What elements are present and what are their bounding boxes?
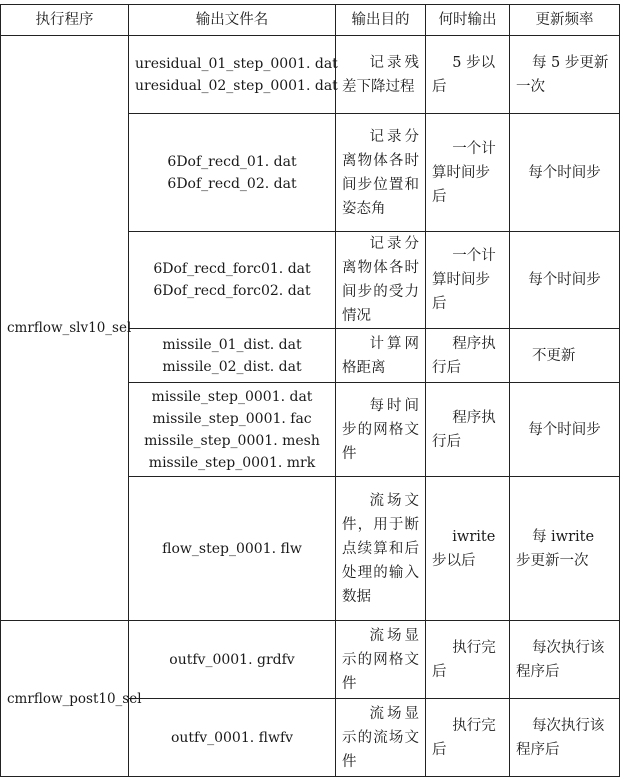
filename: missile_step_0001. fac	[152, 410, 312, 427]
filename: uresidual_01_step_0001. dat	[135, 55, 338, 72]
header-when: 何时输出	[426, 5, 510, 36]
purpose-cell: 每时间步的网格文件	[336, 383, 426, 477]
when-cell: 程序执行后	[426, 329, 510, 383]
purpose-cell: 流场显示的流场文件	[336, 699, 426, 777]
frequency-cell: 每个时间步	[510, 383, 620, 477]
filename-cell	[129, 383, 336, 477]
header-purpose: 输出目的	[336, 5, 426, 36]
purpose-cell: 计算网格距离	[336, 329, 426, 383]
filename-cell	[129, 699, 336, 777]
program-cell: cmrflow_slv10_sel	[1, 36, 129, 621]
when-cell: 一个计算时间步后	[426, 114, 510, 232]
table-row	[1, 621, 620, 699]
header-frequency: 更新频率	[510, 5, 620, 36]
when-cell: 一个计算时间步后	[426, 232, 510, 329]
filename-cell	[129, 329, 336, 383]
filename: outfv_0001. flwfv	[170, 729, 294, 746]
output-files-table	[0, 4, 620, 777]
header-program: 执行程序	[1, 5, 129, 36]
when-cell: 执行完后	[426, 699, 510, 777]
filename: uresidual_02_step_0001. dat	[135, 77, 338, 94]
filename: 6Dof_recd_forc02. dat	[153, 283, 311, 299]
purpose-cell: 记录残差下降过程	[336, 36, 426, 114]
header-filename: 输出文件名	[129, 5, 336, 36]
filename: 6Dof_recd_forc01. dat	[153, 261, 311, 277]
frequency-cell: 不更新	[510, 329, 620, 383]
filename: missile_01_dist. dat	[162, 336, 302, 353]
frequency-cell: 每个时间步	[510, 114, 620, 232]
filename-cell	[129, 114, 336, 232]
header-row	[1, 5, 620, 36]
purpose-cell: 流场显示的网格文件	[336, 621, 426, 699]
program-cell: cmrflow_post10_sel	[1, 621, 129, 777]
filename-cell	[129, 232, 336, 329]
filename: missile_02_dist. dat	[162, 358, 302, 375]
filename: 6Dof_recd_02. dat	[167, 175, 297, 192]
table-row	[1, 36, 620, 114]
when-cell: 程序执行后	[426, 383, 510, 477]
filename: 6Dof_recd_01. dat	[167, 153, 297, 170]
purpose-cell: 流场文件，用于断点续算和后处理的输入数据	[336, 477, 426, 621]
filename: flow_step_0001. flw	[162, 540, 302, 557]
frequency-cell: 每 iwrite 步更新一次	[510, 477, 620, 621]
purpose-cell: 记录分离物体各时间步位置和姿态角	[336, 114, 426, 232]
filename-cell	[129, 36, 336, 114]
when-cell: 5 步以后	[426, 36, 510, 114]
filename: missile_step_0001. mrk	[148, 454, 316, 471]
when-cell: iwrite 步以后	[426, 477, 510, 621]
when-cell: 执行完后	[426, 621, 510, 699]
frequency-cell: 每次执行该程序后	[510, 621, 620, 699]
filename: missile_step_0001. dat	[151, 388, 313, 405]
filename-cell	[129, 621, 336, 699]
frequency-cell: 每 5 步更新一次	[510, 36, 620, 114]
filename-cell	[129, 477, 336, 621]
frequency-cell: 每次执行该程序后	[510, 699, 620, 777]
filename: missile_step_0001. mesh	[144, 432, 320, 449]
frequency-cell: 每个时间步	[510, 232, 620, 329]
purpose-cell: 记录分离物体各时间步的受力情况	[336, 232, 426, 329]
filename: outfv_0001. grdfv	[169, 651, 295, 668]
